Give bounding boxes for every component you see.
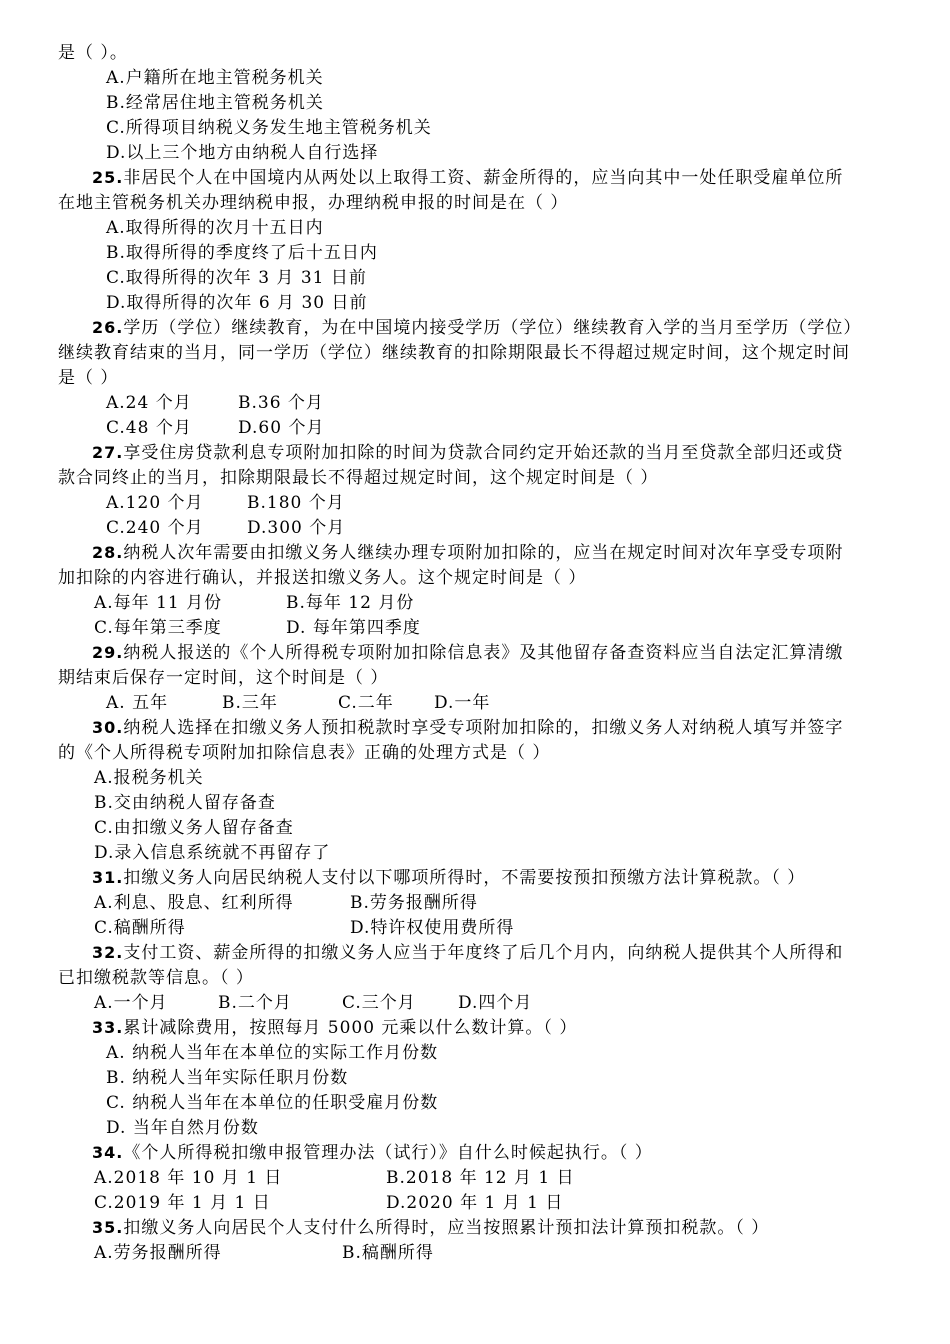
q26-option-a: A.24 个月 [106, 393, 192, 413]
q30-option-a: A.报税务机关 [94, 768, 204, 788]
q25-stem-text1: 非居民个人在中国境内从两处以上取得工资、薪金所得的，应当向其中一处任职受雇单位所 [123, 168, 844, 188]
q32-option-c: C.三个月 [342, 993, 416, 1013]
q26-stem-line2: 继续教育结束的当月，同一学历（学位）继续教育的扣除期限最长不得超过规定时间，这个规定时间 [58, 343, 850, 363]
q26-number: 26. [92, 318, 124, 337]
q32-option-b: B.二个月 [218, 993, 292, 1013]
q35-option-a: A.劳务报酬所得 [94, 1243, 222, 1263]
q32-number: 32. [92, 943, 124, 962]
q29-stem-line1 [92, 641, 843, 665]
q28-option-c: C.每年第三季度 [94, 618, 222, 638]
q27-stem-text1: 享受住房贷款利息专项附加扣除的时间为贷款合同约定开始还款的当月至贷款全部归还或贷 [123, 443, 844, 463]
q33-option-d: D. 当年自然月份数 [106, 1118, 259, 1138]
q30-option-c: C.由扣缴义务人留存备查 [94, 818, 294, 838]
q31-option-c: C.稿酬所得 [94, 918, 186, 938]
q27-option-c: C.240 个月 [106, 518, 204, 538]
q31-option-d: D.特许权使用费所得 [350, 918, 515, 938]
q24-option-c: C.所得项目纳税义务发生地主管税务机关 [106, 118, 432, 138]
q31-option-a: A.利息、股息、红利所得 [94, 893, 294, 913]
q28-stem-text1: 纳税人次年需要由扣缴义务人继续办理专项附加扣除的，应当在规定时间对次年享受专项附 [123, 543, 844, 563]
q32-option-d: D.四个月 [458, 993, 533, 1013]
q26-stem-line3: 是（ ） [58, 368, 119, 388]
q33-option-c: C. 纳税人当年在本单位的任职受雇月份数 [106, 1093, 439, 1113]
q25-option-a: A.取得所得的次月十五日内 [106, 218, 324, 238]
q28-number: 28. [92, 543, 124, 562]
q34-number: 34. [92, 1143, 124, 1162]
q25-number: 25. [92, 168, 124, 187]
q29-number: 29. [92, 643, 124, 662]
q29-stem-text1: 纳税人报送的《个人所得税专项附加扣除信息表》及其他留存备查资料应当自法定汇算清缴 [123, 643, 844, 663]
q33-option-a: A. 纳税人当年在本单位的实际工作月份数 [106, 1043, 439, 1063]
q31-stem-line1 [92, 866, 805, 890]
q29-stem-line2: 期结束后保存一定时间，这个时间是（ ） [58, 668, 389, 688]
q29-option-b: B.三年 [222, 693, 278, 713]
q28-stem-line1 [92, 541, 843, 565]
q26-option-d: D.60 个月 [238, 418, 325, 438]
q33-stem-line1 [92, 1016, 577, 1040]
q24-stem-tail: 是（ ）。 [58, 43, 128, 63]
q27-option-d: D.300 个月 [247, 518, 346, 538]
q34-option-a: A.2018 年 10 月 1 日 [94, 1168, 283, 1188]
q35-stem-text1: 扣缴义务人向居民个人支付什么所得时，应当按照累计预扣法计算预扣税款。（ ） [123, 1218, 770, 1238]
q25-option-c: C.取得所得的次年 3 月 31 日前 [106, 268, 367, 288]
q27-option-a: A.120 个月 [106, 493, 204, 513]
q32-stem-text1: 支付工资、薪金所得的扣缴义务人应当于年度终了后几个月内，向纳税人提供其个人所得和 [123, 943, 844, 963]
q30-stem-text1: 纳税人选择在扣缴义务人预扣税款时享受专项附加扣除的，扣缴义务人对纳税人填写并签字 [123, 718, 844, 738]
q29-option-c: C.二年 [338, 693, 394, 713]
q25-stem-line2: 在地主管税务机关办理纳税申报，办理纳税申报的时间是在（ ） [58, 193, 569, 213]
q35-option-b: B.稿酬所得 [342, 1243, 434, 1263]
q30-stem-line2: 的《个人所得税专项附加扣除信息表》正确的处理方式是（ ） [58, 743, 551, 763]
q28-option-d: D. 每年第四季度 [286, 618, 421, 638]
q35-stem-line1 [92, 1216, 769, 1240]
q25-stem-line1 [92, 166, 843, 190]
q34-option-d: D.2020 年 1 月 1 日 [386, 1193, 564, 1213]
q28-option-b: B.每年 12 月份 [286, 593, 415, 613]
q32-option-a: A.一个月 [94, 993, 168, 1013]
q30-number: 30. [92, 718, 124, 737]
q28-stem-line2: 加扣除的内容进行确认，并报送扣缴义务人。这个规定时间是（ ） [58, 568, 587, 588]
q30-option-d: D.录入信息系统就不再留存了 [94, 843, 331, 863]
q25-option-d: D.取得所得的次年 6 月 30 日前 [106, 293, 368, 313]
q26-stem-line1 [92, 316, 861, 340]
q32-stem-line1 [92, 941, 843, 965]
q24-option-b: B.经常居住地主管税务机关 [106, 93, 324, 113]
q31-number: 31. [92, 868, 124, 887]
q30-option-b: B.交由纳税人留存备查 [94, 793, 276, 813]
q34-option-c: C.2019 年 1 月 1 日 [94, 1193, 271, 1213]
q34-stem-text1: 《个人所得税扣缴申报管理办法（试行）》自什么时候起执行。（ ） [123, 1143, 653, 1163]
q33-number: 33. [92, 1018, 124, 1037]
q27-option-b: B.180 个月 [247, 493, 345, 513]
q29-option-d: D.一年 [434, 693, 491, 713]
q26-option-c: C.48 个月 [106, 418, 192, 438]
q27-stem-line1 [92, 441, 843, 465]
q30-stem-line1 [92, 716, 843, 740]
q28-option-a: A.每年 11 月份 [94, 593, 223, 613]
q29-option-a: A. 五年 [106, 693, 169, 713]
q33-option-b: B. 纳税人当年实际任职月份数 [106, 1068, 349, 1088]
q24-option-a: A.户籍所在地主管税务机关 [106, 68, 324, 88]
q24-option-d: D.以上三个地方由纳税人自行选择 [106, 143, 379, 163]
q26-stem-text1: 学历（学位）继续教育，为在中国境内接受学历（学位）继续教育入学的当月至学历（学位） [123, 318, 862, 338]
q33-stem-text1: 累计减除费用，按照每月 5000 元乘以什么数计算。（ ） [123, 1018, 578, 1038]
q34-stem-line1 [92, 1141, 653, 1165]
q27-number: 27. [92, 443, 124, 462]
q31-option-b: B.劳务报酬所得 [350, 893, 478, 913]
q26-option-b: B.36 个月 [238, 393, 324, 413]
q34-option-b: B.2018 年 12 月 1 日 [386, 1168, 575, 1188]
q31-stem-text1: 扣缴义务人向居民纳税人支付以下哪项所得时，不需要按预扣预缴方法计算税款。（ ） [123, 868, 806, 888]
q27-stem-line2: 款合同终止的当月，扣除期限最长不得超过规定时间，这个规定时间是（ ） [58, 468, 659, 488]
q25-option-b: B.取得所得的季度终了后十五日内 [106, 243, 378, 263]
q32-stem-line2: 已扣缴税款等信息。（ ） [58, 968, 254, 988]
q35-number: 35. [92, 1218, 124, 1237]
